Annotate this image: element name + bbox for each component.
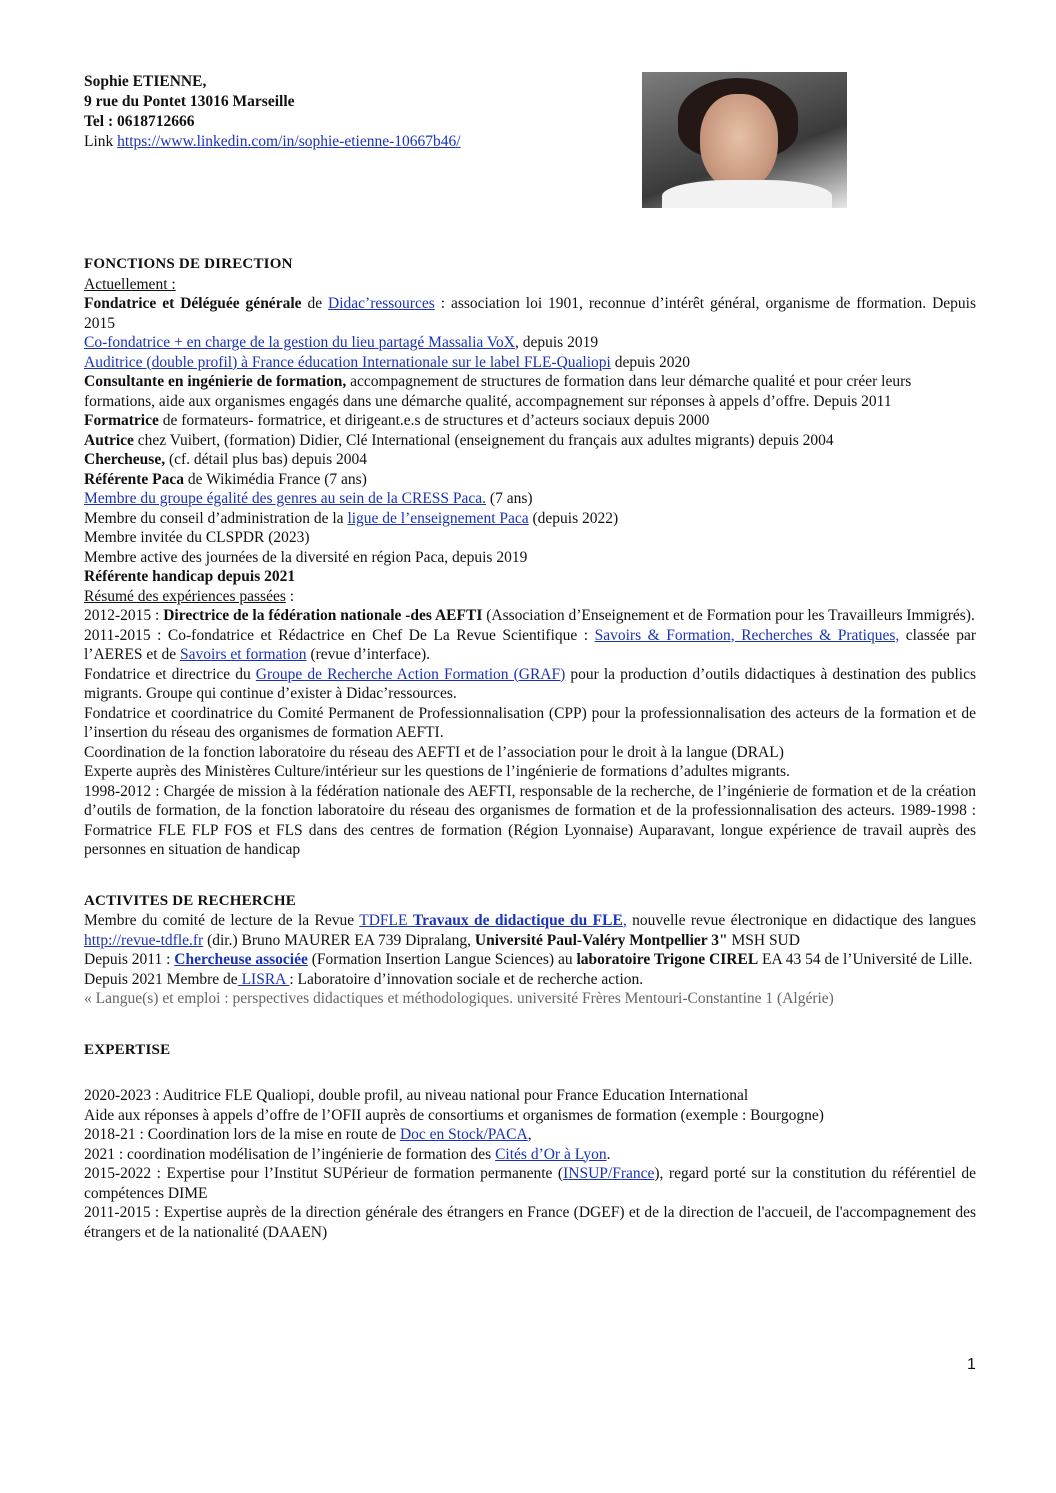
role: Directrice de la fédération nationale -des AEFTI [163, 607, 483, 624]
currently-heading: Actuellement : [84, 275, 176, 293]
insup-link[interactable]: INSUP/France [563, 1165, 655, 1182]
past-experte: Experte auprès des Ministères Culture/intérieur sur les questions de l’ingénierie de formations d’adultes migrants. [84, 763, 790, 780]
section-title-research: ACTIVITES DE RECHERCHE [84, 892, 296, 909]
research-cirel [84, 950, 976, 970]
phone: Tel : 0618712666 [84, 113, 195, 130]
photo-face [700, 94, 778, 190]
text: , [622, 912, 627, 929]
address: 9 rue du Pontet 13016 Marseille [84, 93, 295, 110]
role: Formatrice [84, 412, 159, 429]
entry-didac [84, 294, 976, 333]
university: Université Paul-Valéry Montpellier 3" [474, 931, 728, 949]
entry-formatrice [84, 411, 976, 431]
massalia-link[interactable]: Co-fondatrice + en charge de la gestion du lieu partagé Massalia VoX [84, 334, 515, 351]
entry-handicap: Référente handicap depuis 2021 [84, 568, 296, 585]
text: de Wikimédia France (7 ans) [183, 470, 367, 488]
lab: laboratoire Trigone CIREL [576, 951, 759, 968]
past-title: Résumé des expériences passées [84, 587, 286, 605]
didac-link[interactable]: Didac’ressources [328, 295, 435, 312]
past-aefti [84, 606, 976, 626]
lisra-link[interactable]: LISRA [237, 970, 290, 988]
text: (dir.) Bruno MAURER EA 739 Dipralang, [203, 931, 475, 949]
expertise-insup [84, 1164, 976, 1203]
text: : association loi 1901, reconnue d’intérêt général, organisme de fformation. Depuis 2015 [84, 295, 976, 332]
text: 2011-2015 : Co-fondatrice et Rédactrice en Chef De La Revue Scientifique : [84, 626, 595, 644]
text: accompagnement de structures de formation dans leur démarche qualité et pour créer leurs formations, aide aux organismes engagés dans une démarche qualité, accompagnement sur réponses à appels d’offre. Depuis 2011 [84, 373, 912, 410]
auditrice-link[interactable]: Auditrice (double profil) à France éducation Internationale sur le label FLE-Qualiopi [84, 353, 611, 371]
text: (7 ans) [486, 490, 533, 507]
text: 2018-21 : Coordination lors de la mise en route de [84, 1126, 400, 1143]
text: ), regard porté sur la constitution du référentiel de compétences DIME [84, 1165, 976, 1202]
text: EA 43 54 de l’Université de Lille. [758, 951, 973, 968]
text: Membre du conseil d’administration de la [84, 509, 348, 527]
graf-link[interactable]: Groupe de Recherche Action Formation (GRAF) [255, 665, 566, 683]
text: 2012-2015 : [84, 607, 164, 624]
expertise-cites-or [84, 1145, 976, 1165]
past-cpp: Fondatrice et coordinatrice du Comité Permanent de Professionnalisation (CPP) pour la professionnalisation des acteurs de la formation et de l’insertion du réseau des organismes de formation AEFTI. [84, 704, 976, 741]
entry-massalia [84, 333, 976, 353]
role: Chercheuse, [84, 451, 166, 468]
expertise-docenstock [84, 1125, 976, 1145]
link-label: Link [84, 133, 118, 150]
role: Référente Paca [84, 470, 184, 488]
text: (cf. détail plus bas) depuis 2004 [165, 451, 367, 468]
text: de [301, 295, 329, 312]
text: , depuis 2019 [515, 334, 599, 351]
research-tdfle [84, 911, 976, 950]
person-name: Sophie ETIENNE, [84, 73, 207, 90]
text: nouvelle revue électronique en didactique des langues [626, 912, 977, 929]
tdfle-link[interactable] [359, 912, 626, 929]
past-heading [84, 587, 976, 607]
entry-cress [84, 489, 976, 509]
savoirs-formation-link[interactable]: Savoirs & Formation, Recherches & Pratiques, [594, 626, 900, 644]
expertise-ofii: Aide aux réponses à appels d’offre de l’OFII auprès de consortiums et organismes de formation (exemple : Bourgogne) [84, 1106, 824, 1124]
research-langue-emploi: « Langue(s) et emploi : perspectives didactiques et méthodologiques. université Frères Mentouri-Constantine 1 (Algérie) [84, 990, 834, 1007]
expertise-qualiopi: 2020-2023 : Auditrice FLE Qualiopi, double profil, au niveau national pour France Education International [84, 1087, 749, 1104]
text: 2015-2022 : Expertise pour l’Institut SUPérieur de formation permanente ( [84, 1165, 564, 1182]
photo-shirt [662, 180, 832, 208]
entry-wikimedia [84, 470, 976, 490]
contact-block [84, 72, 461, 152]
linkedin-line [84, 132, 461, 152]
profile-photo [642, 72, 847, 208]
text: (depuis 2022) [528, 509, 619, 527]
savoirs-link[interactable]: Savoirs et formation [180, 646, 307, 663]
text: classée par l’AERES et de [84, 626, 976, 663]
past-revue [84, 626, 976, 665]
text: depuis 2020 [610, 353, 691, 371]
cites-or-link[interactable]: Cités d’Or à Lyon [495, 1145, 607, 1163]
text: Fondatrice et directrice du [84, 665, 256, 683]
text: (Association d’Enseignement et de Formation pour les Travailleurs Immigrés). [482, 607, 975, 624]
role: Autrice [84, 431, 134, 449]
past-dral: Coordination de la fonction laboratoire du réseau des AEFTI et de l’association pour le droit à la langue (DRAL) [84, 743, 784, 761]
entry-chercheuse [84, 450, 976, 470]
research-lisra [84, 970, 976, 990]
role: Fondatrice et Déléguée générale [84, 295, 302, 312]
text: : [285, 587, 295, 605]
expertise-dgef: 2011-2015 : Expertise auprès de la direction générale des étrangers en France (DGEF) et de la direction de l'accueil, de l'accompagnement des étrangers et de la nationalité (DAAEN) [84, 1204, 976, 1241]
text: Membre du comité de lecture de la Revue [84, 912, 360, 929]
text: pour la production d’outils didactiques à destination des publics migrants. Groupe qui continue d’exister à Didac’ressources. [84, 665, 977, 702]
text: . [606, 1145, 611, 1163]
entry-ligue [84, 509, 976, 529]
tdfle-bold: Travaux de didactique du FLE [412, 912, 623, 929]
past-chargee: 1998-2012 : Chargée de mission à la fédération nationale des AEFTI, responsable de la recherche, de l’ingénierie de formation et de la création d’outils de formation, de la fonction laboratoire du réseau des organismes de formation et de la professionnalisation des acteurs. 1989-1998 : Formatrice FLE FLP FOS et FLS dans des centres de formation (Région Lyonnaise) Auparavant, longue expérience de travail auprès des personnes en situation de handicap [84, 782, 976, 858]
text: MSH SUD [727, 931, 800, 949]
docenstock-link[interactable]: Doc en Stock/PACA [399, 1126, 528, 1143]
text: de formateurs- formatrice, et dirigeant.e.s de structures et d’acteurs sociaux depuis 2000 [158, 412, 710, 429]
revue-url-link[interactable]: http://revue-tdfle.fr [84, 931, 204, 949]
text: (Formation Insertion Langue Sciences) au [307, 951, 577, 968]
cress-link[interactable]: Membre du groupe égalité des genres au sein de la CRESS Paca. [84, 490, 487, 507]
text: 2021 : coordination modélisation de l’ingénierie de formation des [84, 1145, 496, 1163]
past-graf [84, 665, 976, 704]
tdfle-label: TDFLE [359, 912, 413, 929]
text: , [527, 1126, 532, 1143]
entry-autrice [84, 431, 976, 451]
section-title-direction: FONCTIONS DE DIRECTION [84, 256, 293, 272]
text: : Laboratoire d’innovation sociale et de recherche action. [289, 970, 644, 988]
text: chez Vuibert, (formation) Didier, Clé International (enseignement du français aux adultes migrants) depuis 2004 [133, 431, 834, 449]
text: Depuis 2011 : [84, 951, 175, 968]
entry-auditrice [84, 353, 976, 373]
ligue-link[interactable]: ligue de l’enseignement Paca [347, 509, 529, 527]
text: Depuis 2021 Membre de [84, 970, 238, 988]
entry-clspdr: Membre invitée du CLSPDR (2023) [84, 529, 310, 546]
text: (revue d’interface). [306, 646, 431, 663]
chercheuse-associee-link[interactable]: Chercheuse associée [174, 951, 308, 968]
section-title-expertise: EXPERTISE [84, 1041, 171, 1058]
page-number: 1 [967, 1356, 976, 1373]
linkedin-link[interactable]: https://www.linkedin.com/in/sophie-etienne-10667b46/ [117, 133, 461, 150]
entry-consultante [84, 372, 976, 411]
entry-diversite: Membre active des journées de la diversité en région Paca, depuis 2019 [84, 548, 528, 566]
role: Consultante en ingénierie de formation, [84, 373, 347, 390]
cv-content [84, 255, 976, 1242]
